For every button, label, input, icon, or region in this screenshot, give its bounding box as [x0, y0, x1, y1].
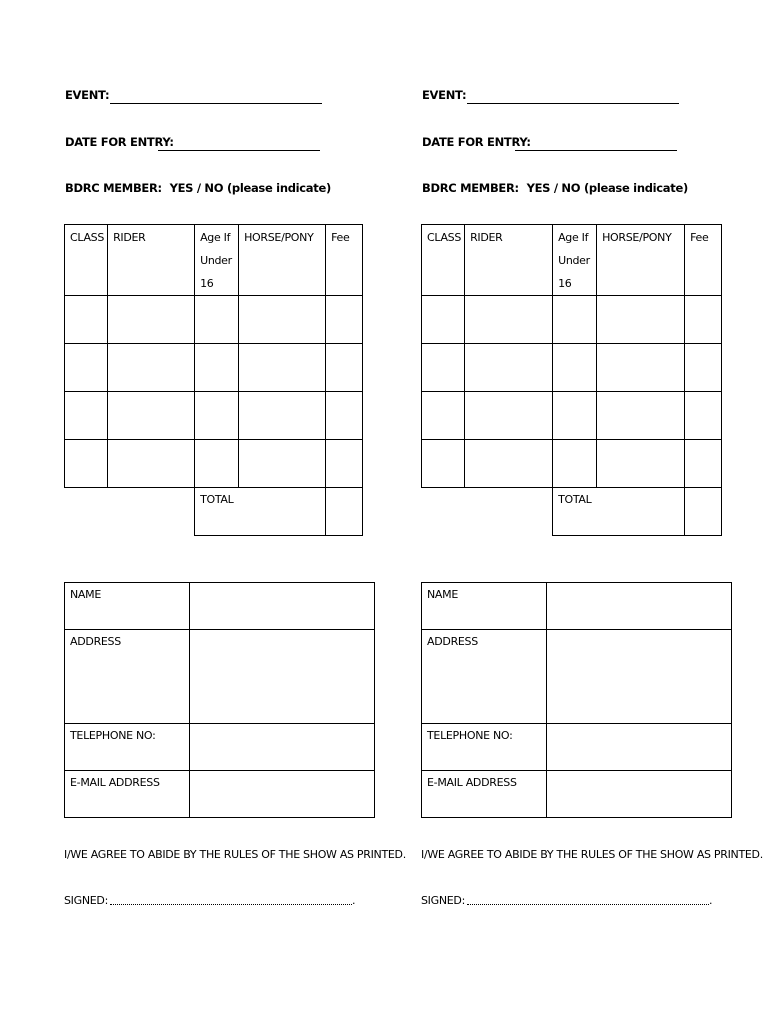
- telephone-row: [65, 724, 375, 771]
- rider-header: RIDER: [465, 225, 553, 296]
- details-table: [64, 582, 375, 818]
- age-header-line3: 16: [200, 277, 214, 290]
- age-header-line2: Under: [200, 254, 232, 267]
- fee-cell[interactable]: [685, 344, 722, 392]
- age-cell[interactable]: [553, 392, 597, 440]
- email-row: [65, 771, 375, 818]
- telephone-label: TELEPHONE NO:: [65, 724, 190, 771]
- signed-end: .: [709, 894, 713, 907]
- class-header: CLASS: [422, 225, 465, 296]
- table-row: [422, 296, 722, 344]
- age-header-line3: 16: [558, 277, 572, 290]
- address-row: [65, 630, 375, 724]
- date-input-line[interactable]: [158, 150, 320, 151]
- total-row: [422, 488, 722, 536]
- class-cell[interactable]: [422, 344, 465, 392]
- entries-header-row: [65, 225, 363, 296]
- member-choice[interactable]: YES / NO (please indicate): [169, 181, 331, 195]
- address-label: ADDRESS: [65, 630, 190, 724]
- total-spacer: [65, 488, 195, 536]
- age-cell[interactable]: [553, 296, 597, 344]
- event-label: EVENT:: [422, 88, 467, 102]
- fee-cell[interactable]: [685, 392, 722, 440]
- entries-header-row: [422, 225, 722, 296]
- total-fee-cell[interactable]: [685, 488, 722, 536]
- signed-label: SIGNED:: [421, 894, 466, 907]
- member-line: [422, 181, 688, 195]
- rider-cell[interactable]: [465, 440, 553, 488]
- email-label: E-MAIL ADDRESS: [65, 771, 190, 818]
- horse-header: HORSE/PONY: [597, 225, 685, 296]
- address-field[interactable]: [547, 630, 732, 724]
- event-input-line[interactable]: [110, 103, 322, 104]
- age-cell[interactable]: [553, 440, 597, 488]
- rider-cell[interactable]: [108, 440, 195, 488]
- entry-form-right: [421, 0, 763, 1024]
- fee-cell[interactable]: [326, 392, 363, 440]
- telephone-label: TELEPHONE NO:: [422, 724, 547, 771]
- age-header: [553, 225, 597, 296]
- signed-end: .: [352, 894, 356, 907]
- signed-line: [64, 894, 355, 907]
- name-row: [422, 583, 732, 630]
- table-row: [422, 392, 722, 440]
- date-input-line[interactable]: [515, 150, 677, 151]
- class-cell[interactable]: [422, 440, 465, 488]
- entries-table: [64, 224, 363, 536]
- horse-cell[interactable]: [239, 392, 326, 440]
- member-choice[interactable]: YES / NO (please indicate): [526, 181, 688, 195]
- agreement-text: I/WE AGREE TO ABIDE BY THE RULES OF THE SHOW AS PRINTED.: [64, 848, 406, 861]
- name-label: NAME: [422, 583, 547, 630]
- class-cell[interactable]: [65, 440, 108, 488]
- age-cell[interactable]: [553, 344, 597, 392]
- email-field[interactable]: [547, 771, 732, 818]
- rider-header: RIDER: [108, 225, 195, 296]
- total-row: [65, 488, 363, 536]
- signature-field[interactable]: [110, 904, 352, 905]
- rider-cell[interactable]: [465, 392, 553, 440]
- agreement-text: I/WE AGREE TO ABIDE BY THE RULES OF THE SHOW AS PRINTED.: [421, 848, 763, 861]
- rider-cell[interactable]: [108, 392, 195, 440]
- total-label: TOTAL: [553, 488, 685, 536]
- table-row: [65, 440, 363, 488]
- horse-cell[interactable]: [239, 440, 326, 488]
- fee-header: Fee: [326, 225, 363, 296]
- rider-cell[interactable]: [108, 344, 195, 392]
- fee-cell[interactable]: [685, 296, 722, 344]
- horse-cell[interactable]: [239, 296, 326, 344]
- table-row: [65, 296, 363, 344]
- total-fee-cell[interactable]: [326, 488, 363, 536]
- address-field[interactable]: [190, 630, 375, 724]
- member-label: BDRC MEMBER:: [65, 181, 162, 195]
- total-spacer: [422, 488, 553, 536]
- age-header-line2: Under: [558, 254, 590, 267]
- age-header: [195, 225, 239, 296]
- rider-cell[interactable]: [465, 344, 553, 392]
- name-field[interactable]: [547, 583, 732, 630]
- email-row: [422, 771, 732, 818]
- age-cell[interactable]: [195, 296, 239, 344]
- rider-cell[interactable]: [108, 296, 195, 344]
- age-header-line1: Age If: [200, 231, 231, 244]
- class-header: CLASS: [65, 225, 108, 296]
- email-field[interactable]: [190, 771, 375, 818]
- address-label: ADDRESS: [422, 630, 547, 724]
- age-cell[interactable]: [195, 344, 239, 392]
- horse-cell[interactable]: [239, 344, 326, 392]
- telephone-field[interactable]: [547, 724, 732, 771]
- address-row: [422, 630, 732, 724]
- age-cell[interactable]: [195, 392, 239, 440]
- class-cell[interactable]: [422, 296, 465, 344]
- horse-cell[interactable]: [597, 392, 685, 440]
- date-label: DATE FOR ENTRY:: [65, 135, 174, 149]
- telephone-field[interactable]: [190, 724, 375, 771]
- horse-header: HORSE/PONY: [239, 225, 326, 296]
- email-label: E-MAIL ADDRESS: [422, 771, 547, 818]
- table-row: [422, 440, 722, 488]
- fee-cell[interactable]: [685, 440, 722, 488]
- rider-cell[interactable]: [465, 296, 553, 344]
- class-cell[interactable]: [65, 344, 108, 392]
- table-row: [65, 392, 363, 440]
- horse-cell[interactable]: [597, 440, 685, 488]
- class-cell[interactable]: [422, 392, 465, 440]
- table-row: [422, 344, 722, 392]
- member-line: [65, 181, 331, 195]
- signed-line: [421, 894, 712, 907]
- fee-cell[interactable]: [326, 344, 363, 392]
- fee-cell[interactable]: [326, 296, 363, 344]
- class-cell[interactable]: [65, 296, 108, 344]
- age-header-line1: Age If: [558, 231, 589, 244]
- details-table: [421, 582, 732, 818]
- signature-field[interactable]: [467, 904, 709, 905]
- horse-cell[interactable]: [597, 344, 685, 392]
- age-cell[interactable]: [195, 440, 239, 488]
- event-label: EVENT:: [65, 88, 110, 102]
- name-row: [65, 583, 375, 630]
- name-label: NAME: [65, 583, 190, 630]
- name-field[interactable]: [190, 583, 375, 630]
- class-cell[interactable]: [65, 392, 108, 440]
- fee-cell[interactable]: [326, 440, 363, 488]
- horse-cell[interactable]: [597, 296, 685, 344]
- signed-label: SIGNED:: [64, 894, 109, 907]
- total-label: TOTAL: [195, 488, 326, 536]
- fee-header: Fee: [685, 225, 722, 296]
- entry-form-left: [64, 0, 406, 1024]
- event-input-line[interactable]: [467, 103, 679, 104]
- table-row: [65, 344, 363, 392]
- telephone-row: [422, 724, 732, 771]
- member-label: BDRC MEMBER:: [422, 181, 519, 195]
- entries-table: [421, 224, 722, 536]
- date-label: DATE FOR ENTRY:: [422, 135, 531, 149]
